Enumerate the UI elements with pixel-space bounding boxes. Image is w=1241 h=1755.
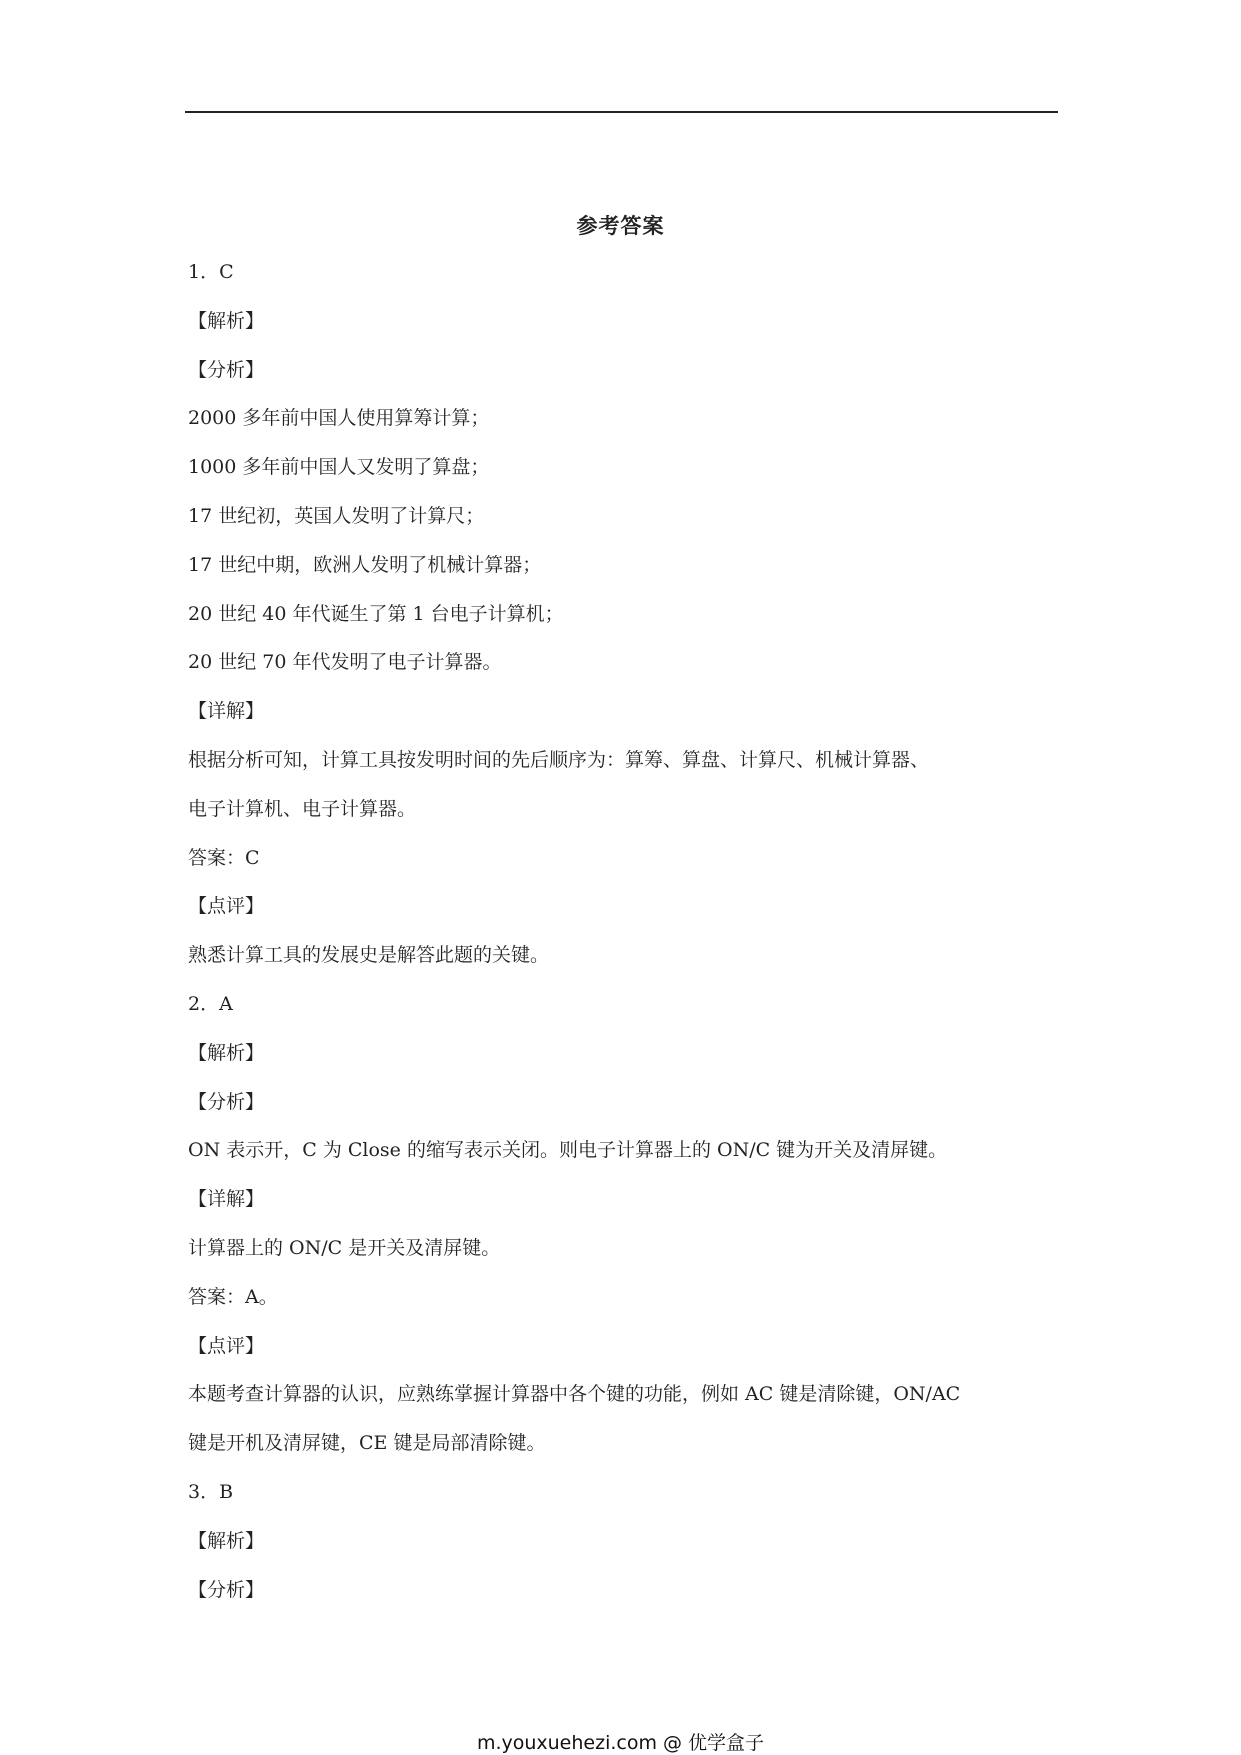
text-line: 【点评】 bbox=[188, 895, 265, 918]
text-line: 答案：A。 bbox=[188, 1285, 278, 1308]
text-line: 本题考查计算器的认识，应熟练掌握计算器中各个键的功能，例如 AC 键是清除键，ON/AC bbox=[188, 1383, 961, 1406]
text-line: 2000 多年前中国人使用算筹计算； bbox=[188, 407, 490, 430]
text-line: 熟悉计算工具的发展史是解答此题的关键。 bbox=[188, 944, 550, 967]
text-line: 17 世纪中期，欧洲人发明了机械计算器； bbox=[188, 553, 542, 576]
text-line: 【解析】 bbox=[188, 1529, 265, 1552]
text-line: 17 世纪初，英国人发明了计算尺； bbox=[188, 504, 485, 527]
text-line: 3．B bbox=[188, 1480, 234, 1503]
header-rule bbox=[185, 111, 1058, 113]
text-line: 【分析】 bbox=[188, 1090, 265, 1113]
text-line: ON 表示开，C 为 Close 的缩写表示关闭。则电子计算器上的 ON/C 键为开关及清屏键。 bbox=[188, 1139, 948, 1162]
text-line: 【详解】 bbox=[188, 1188, 265, 1211]
text-line: 电子计算机、电子计算器。 bbox=[188, 797, 417, 820]
text-line: 20 世纪 70 年代发明了电子计算器。 bbox=[188, 651, 502, 674]
text-line: 【解析】 bbox=[188, 309, 265, 332]
text-line: 【详解】 bbox=[188, 700, 265, 723]
text-line: 根据分析可知，计算工具按发明时间的先后顺序为：算筹、算盘、计算尺、机械计算器、 bbox=[188, 748, 930, 771]
text-line: 【解析】 bbox=[188, 1041, 265, 1064]
text-line: 2．A bbox=[188, 992, 233, 1015]
text-line: 【分析】 bbox=[188, 1578, 265, 1601]
text-line: 【点评】 bbox=[188, 1334, 265, 1357]
text-line: 20 世纪 40 年代诞生了第 1 台电子计算机； bbox=[188, 602, 564, 625]
page-title: 参考答案 bbox=[576, 214, 665, 238]
text-line: 答案：C bbox=[188, 846, 260, 869]
answer-content bbox=[188, 258, 1068, 1624]
footer-watermark: m.youxuehezi.com @ 优学盒子 bbox=[476, 1732, 765, 1754]
text-line: 计算器上的 ON/C 是开关及清屏键。 bbox=[188, 1236, 501, 1259]
text-line: 键是开机及清屏键，CE 键是局部清除键。 bbox=[188, 1432, 546, 1455]
text-line: 1．C bbox=[188, 261, 234, 283]
text-line: 1000 多年前中国人又发明了算盘； bbox=[188, 456, 490, 479]
text-line: 【分析】 bbox=[188, 358, 265, 381]
